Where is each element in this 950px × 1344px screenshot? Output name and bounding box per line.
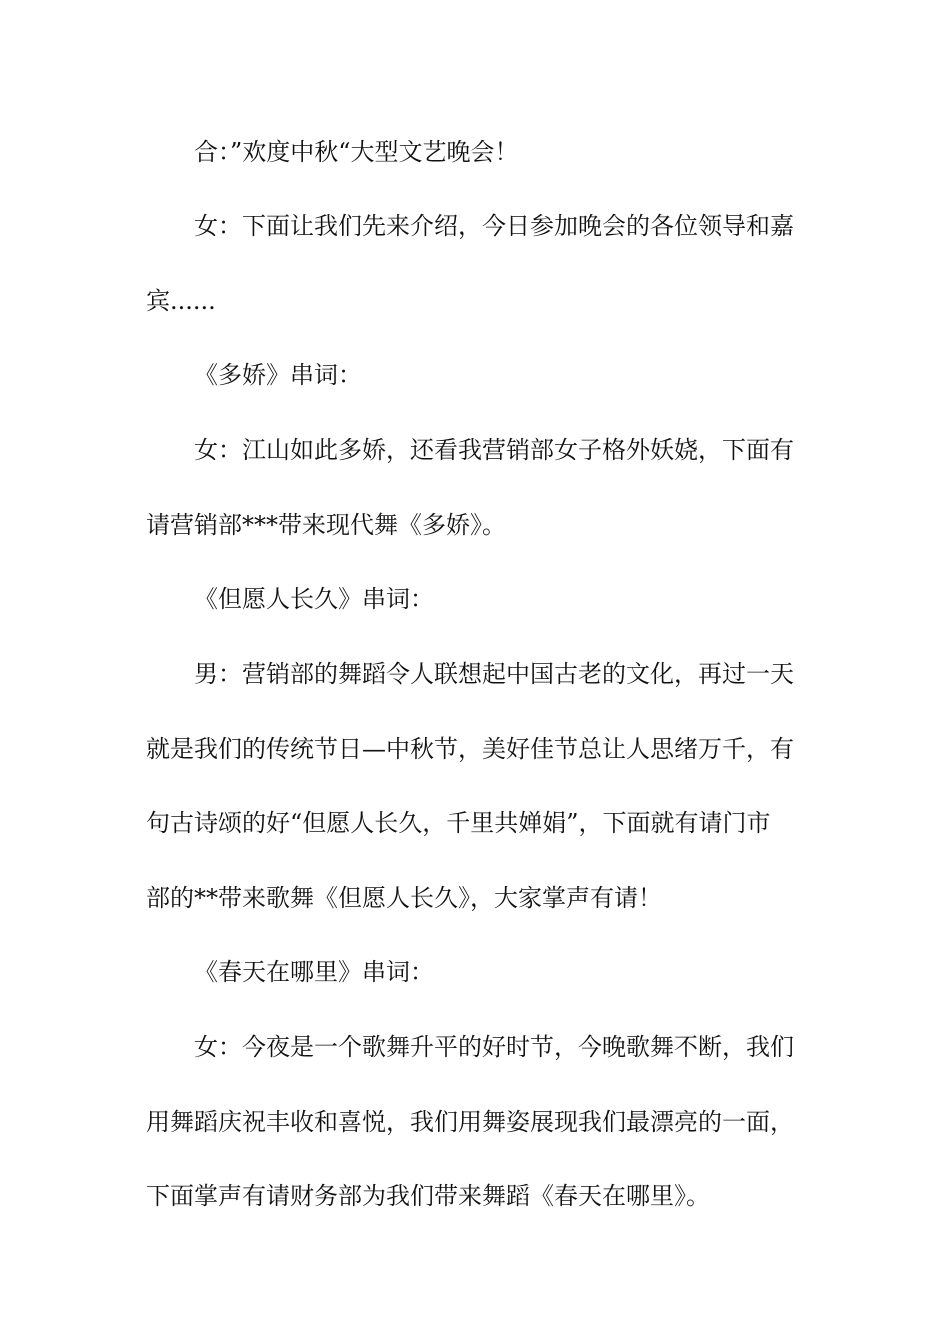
paragraph-line: 就是我们的传统节日—中秋节，美好佳节总让人思绪万千，有 — [146, 735, 794, 763]
paragraph-line: 句古诗颂的好“但愿人长久，千里共婵娟”，下面就有请门市 — [146, 809, 771, 837]
paragraph-line: 部的**带来歌舞《但愿人长久》，大家掌声有请！ — [146, 884, 662, 912]
section-heading: 《多娇》串词： — [194, 361, 362, 389]
paragraph-line: 下面掌声有请财务部为我们带来舞蹈《春天在哪里》。 — [146, 1182, 710, 1210]
paragraph-line: 宾...... — [146, 287, 216, 315]
paragraph-line: 合：”欢度中秋“大型文艺晚会！ — [194, 138, 519, 166]
paragraph-line: 用舞蹈庆祝丰收和喜悦，我们用舞姿展现我们最漂亮的一面， — [146, 1108, 794, 1136]
paragraph-line: 女：下面让我们先来介绍，今日参加晚会的各位领导和嘉 — [194, 212, 794, 240]
paragraph-line: 请营销部***带来现代舞《多娇》。 — [146, 511, 506, 539]
section-heading: 《但愿人长久》串词： — [194, 585, 434, 613]
paragraph-line: 男：营销部的舞蹈令人联想起中国古老的文化，再过一天 — [194, 660, 794, 688]
paragraph-line: 女：今夜是一个歌舞升平的好时节，今晚歌舞不断，我们 — [194, 1033, 794, 1061]
paragraph-line: 女：江山如此多娇，还看我营销部女子格外妖娆，下面有 — [194, 436, 794, 464]
section-heading: 《春天在哪里》串词： — [194, 958, 434, 986]
